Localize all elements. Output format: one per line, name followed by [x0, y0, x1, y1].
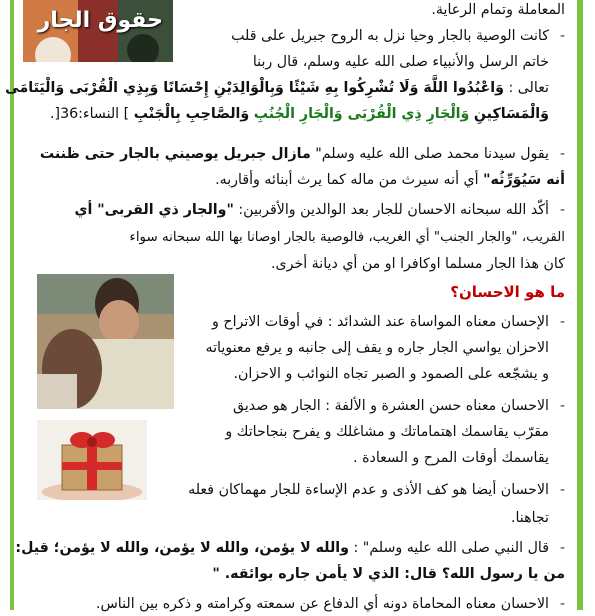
bullet-dash: -	[559, 482, 565, 498]
text-segment: قال النبي صلى الله عليه وسلم" :	[353, 540, 549, 556]
text-line: الاحسان معناه المحاماة دونه أي الدفاع عن سمعته وكرامته و ذكره بين الناس.	[95, 596, 549, 612]
bullet-dash: -	[559, 202, 565, 218]
quran-line	[50, 102, 549, 126]
text-line: و يشجّعه على الصمود و الصبر تجاه النوائب و الاحزان.	[233, 366, 549, 382]
section-heading: ما هو الاحسان؟	[450, 283, 565, 301]
text-line: الإحسان معناه المواساة عند الشدائد : في أوقات الاتراح و	[212, 314, 549, 330]
bullet-dash: -	[559, 28, 565, 44]
bullet-dash: -	[559, 540, 565, 556]
hadith-text: أنه سَيُوَرِّثُه"	[483, 172, 565, 188]
hadith-text: مازال جبريل يوصيني بالجار حتى ظننت	[39, 146, 311, 162]
quran-verse: وَالصَّاحِبِ بِالْجَنْبِ	[133, 106, 250, 122]
hadith-line	[15, 536, 549, 560]
hadith-line	[215, 168, 565, 192]
hadith-line	[40, 142, 549, 166]
text-line: الاحسان أيضا هو كف الأذى و عدم الإساءة للجار مهماكان فعله	[188, 482, 549, 498]
text-segment: يقول سيدنا محمد صلى الله عليه وسلم"	[315, 146, 549, 162]
quote-text: "والجار ذي القربى" أي	[74, 202, 234, 218]
text-segment: تعالى :	[508, 80, 549, 96]
text-line: الاحزان يواسي الجار جاره و يقف إلى جانبه و يرفع معنوياته	[205, 340, 549, 356]
text-line: مقرّب يقاسمك اهتماماتك و مشاغلك و يفرح بنجاحاتك و	[225, 424, 549, 440]
text-line: تجاهنا.	[510, 510, 549, 526]
quran-verse: وَاعْبُدُوا اللَّهَ وَلَا تُشْرِكُوا بِهِ شَيْئًا وَبِالْوَالِدَيْنِ إِحْسَانًا وَبِذِي الْقُرْبَى وَالْيَتَامَى	[5, 80, 504, 96]
banner-title: حقوق الجار	[37, 8, 163, 33]
text-segment: أي أنه سيرث من ماله كما يرث أبنائه وأقاربه.	[215, 172, 479, 188]
bullet-dash: -	[559, 146, 565, 162]
bullet-dash: -	[559, 314, 565, 330]
hadith-line: من يا رسول الله؟ قال: الذي لا يأمن جاره بوائقه. "	[212, 566, 565, 582]
text-line: كانت الوصية بالجار وحيا نزل به الروح جبريل على قلب	[231, 28, 549, 44]
verse-reference: ] النساء:36[.	[50, 106, 130, 122]
text-line: الاحسان معناه حسن العشرة و الألفة : الجار هو صديق	[233, 398, 549, 414]
hadith-text: والله لا يؤمن، والله لا يؤمن، والله لا يؤمن؛ قيل:	[15, 540, 349, 556]
quran-line	[5, 76, 549, 100]
bullet-dash: -	[559, 398, 565, 414]
text-line: خاتم الرسل والأنبياء صلى الله عليه وسلم، قال ربنا	[252, 54, 549, 70]
text-line: المعاملة وتمام الرعاية.	[431, 2, 565, 18]
quran-verse-highlight: وَالْجَارِ ذِي الْقُرْبَى وَالْجَارِ الْجُنُبِ	[253, 106, 470, 122]
text-line: كان هذا الجار مسلما اوكافرا او من أي ديانة أخرى.	[271, 256, 565, 272]
text-line: يقاسمك أوقات المرح و السعادة .	[353, 450, 549, 466]
text-line: القريب، "والجار الجنب" أي الغريب، فالوصية بالجار اوصانا بها الله سبحانه سواء	[129, 230, 565, 245]
text-segment: أكّد الله سبحانه الاحسان للجار بعد الوالدين والأقربين:	[238, 202, 549, 218]
bullet-dash: -	[559, 596, 565, 612]
article-body	[5, 0, 573, 612]
right-border	[577, 0, 583, 610]
text-line	[74, 198, 549, 222]
quran-verse: وَالْمَسَاكِينِ	[473, 106, 549, 122]
